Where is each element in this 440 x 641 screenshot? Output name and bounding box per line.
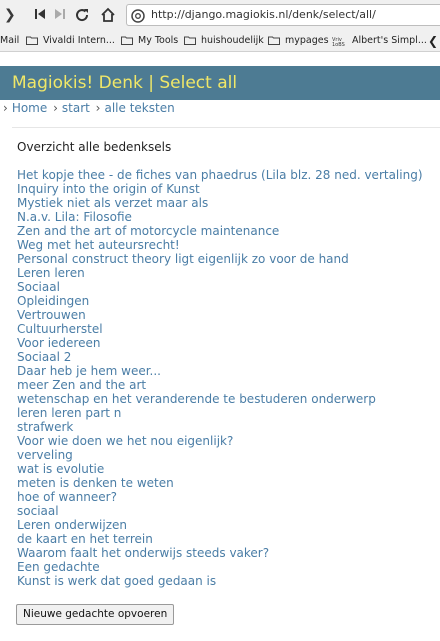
list-item — [17, 434, 423, 448]
url-text[interactable]: http://django.magiokis.nl/denk/select/all/ — [151, 8, 376, 21]
list-item — [17, 336, 423, 350]
thought-link[interactable]: Voor wie doen we het nou eigenlijk? — [17, 434, 234, 448]
list-item — [17, 168, 423, 182]
section-title: Overzicht alle bedenksels — [17, 140, 172, 154]
address-bar[interactable] — [126, 4, 440, 26]
thought-link[interactable]: strafwerk — [17, 420, 74, 434]
list-item — [17, 364, 423, 378]
folder-icon — [184, 36, 196, 45]
svg-text:Vriv: Vriv — [332, 36, 342, 43]
breadcrumb-alle-teksten[interactable]: alle teksten — [104, 101, 175, 115]
breadcrumb-separator: › — [95, 101, 101, 115]
thought-link[interactable]: Personal construct theory ligt eigenlijk zo voor de hand — [17, 252, 349, 266]
list-item — [17, 560, 423, 574]
list-item — [17, 546, 423, 560]
thought-link[interactable]: hoe of wanneer? — [17, 490, 117, 504]
bookmark-label: My Tools — [138, 35, 179, 46]
list-item — [17, 224, 423, 238]
thought-link[interactable]: Leren onderwijzen — [17, 518, 127, 532]
list-item — [17, 266, 423, 280]
thought-link[interactable]: wetenschap en het veranderende te bestuderen onderwerp — [17, 392, 376, 406]
thought-link[interactable]: leren leren part n — [17, 406, 122, 420]
thought-link[interactable]: Sociaal — [17, 280, 60, 294]
thought-link[interactable]: Kunst is werk dat goed gedaan is — [17, 574, 217, 588]
thought-link[interactable]: Mystiek niet als verzet maar als — [17, 196, 209, 210]
folder-icon — [26, 36, 38, 45]
list-item — [17, 238, 423, 252]
browser-toolbar — [0, 0, 440, 29]
vivaldi-badge-icon — [332, 36, 348, 46]
list-item — [17, 378, 423, 392]
bookmark-my-tools[interactable] — [121, 33, 178, 48]
thought-link[interactable]: verveling — [17, 448, 73, 462]
list-item — [17, 294, 423, 308]
thought-link[interactable]: wat is evolutie — [17, 462, 105, 476]
list-item — [17, 462, 423, 476]
list-item — [17, 476, 423, 490]
home-icon[interactable] — [100, 7, 116, 23]
more-bookmarks-icon[interactable]: ❮ — [428, 33, 439, 48]
thought-link[interactable]: Zen and the art of motorcycle maintenance — [17, 224, 280, 238]
list-item — [17, 574, 423, 588]
skip-back-icon[interactable] — [34, 7, 46, 23]
thought-link[interactable]: sociaal — [17, 504, 59, 518]
page-title: Magiokis! Denk | Select all — [12, 73, 238, 93]
breadcrumb-separator: › — [53, 101, 58, 115]
list-item — [17, 196, 423, 210]
bookmark-label: Albert's Simpl... — [352, 35, 427, 46]
list-item — [17, 406, 423, 420]
list-item — [17, 490, 423, 504]
list-item — [17, 322, 423, 336]
divider — [12, 127, 440, 128]
thought-link[interactable]: de kaart en het terrein — [17, 532, 153, 546]
list-item — [17, 308, 423, 322]
bookmark-vivaldi-intern[interactable] — [26, 33, 115, 48]
breadcrumb-start[interactable]: start — [61, 101, 90, 115]
thought-link[interactable]: Waarom faalt het onderwijs steeds vaker? — [17, 546, 270, 560]
folder-icon — [268, 36, 280, 45]
skip-forward-icon[interactable] — [54, 7, 66, 23]
list-item — [17, 280, 423, 294]
list-item — [17, 350, 423, 364]
thought-link[interactable]: Een gedachte — [17, 560, 100, 574]
thought-link[interactable]: Voor iedereen — [17, 336, 101, 350]
list-item — [17, 504, 423, 518]
site-info-icon[interactable] — [131, 8, 145, 22]
thought-link[interactable]: Het kopje thee - de fiches van phaedrus (Lila blz. 28 ned. vertaling) — [17, 168, 423, 182]
bookmark-mypages[interactable] — [268, 33, 329, 48]
reload-icon[interactable] — [74, 7, 90, 23]
bookmark-label: Vivaldi Intern... — [43, 35, 115, 46]
thought-link[interactable]: Daar heb je hem weer... — [17, 364, 161, 378]
bookmarks-bar — [0, 29, 440, 52]
svg-text:1oBS: 1oBS — [332, 41, 345, 46]
forward-icon[interactable]: ❯ — [4, 7, 16, 23]
breadcrumb-separator: › — [3, 101, 8, 115]
thought-link[interactable]: Opleidingen — [17, 294, 90, 308]
bookmark-label: Mail — [0, 35, 20, 46]
thought-link[interactable]: Weg met het auteursrecht! — [17, 238, 180, 252]
thought-list — [17, 168, 423, 588]
list-item — [17, 210, 423, 224]
thought-link[interactable]: Inquiry into the origin of Kunst — [17, 182, 200, 196]
thought-link[interactable]: Cultuurherstel — [17, 322, 103, 336]
breadcrumb-home[interactable]: Home — [11, 101, 48, 115]
list-item — [17, 182, 423, 196]
thought-link[interactable]: N.a.v. Lila: Filosofie — [17, 210, 132, 224]
bookmark-huishoudelijk[interactable] — [184, 33, 264, 48]
thought-link[interactable]: meten is denken te weten — [17, 476, 174, 490]
thought-link[interactable]: meer Zen and the art — [17, 378, 147, 392]
add-thought-button[interactable]: Nieuwe gedachte opvoeren — [16, 604, 174, 625]
bookmark-label: mypages — [285, 35, 329, 46]
bookmark-label: huishoudelijk — [201, 35, 264, 46]
breadcrumb — [3, 101, 175, 115]
bookmark-mail[interactable] — [0, 33, 19, 48]
list-item — [17, 448, 423, 462]
bookmark-alberts-simpl[interactable] — [332, 33, 427, 48]
list-item — [17, 532, 423, 546]
site-header — [0, 66, 440, 100]
list-item — [17, 392, 423, 406]
thought-link[interactable]: Vertrouwen — [17, 308, 86, 322]
folder-icon — [121, 36, 133, 45]
list-item — [17, 252, 423, 266]
list-item — [17, 420, 423, 434]
list-item — [17, 518, 423, 532]
thought-link[interactable]: Leren leren — [17, 266, 85, 280]
thought-link[interactable]: Sociaal 2 — [17, 350, 72, 364]
